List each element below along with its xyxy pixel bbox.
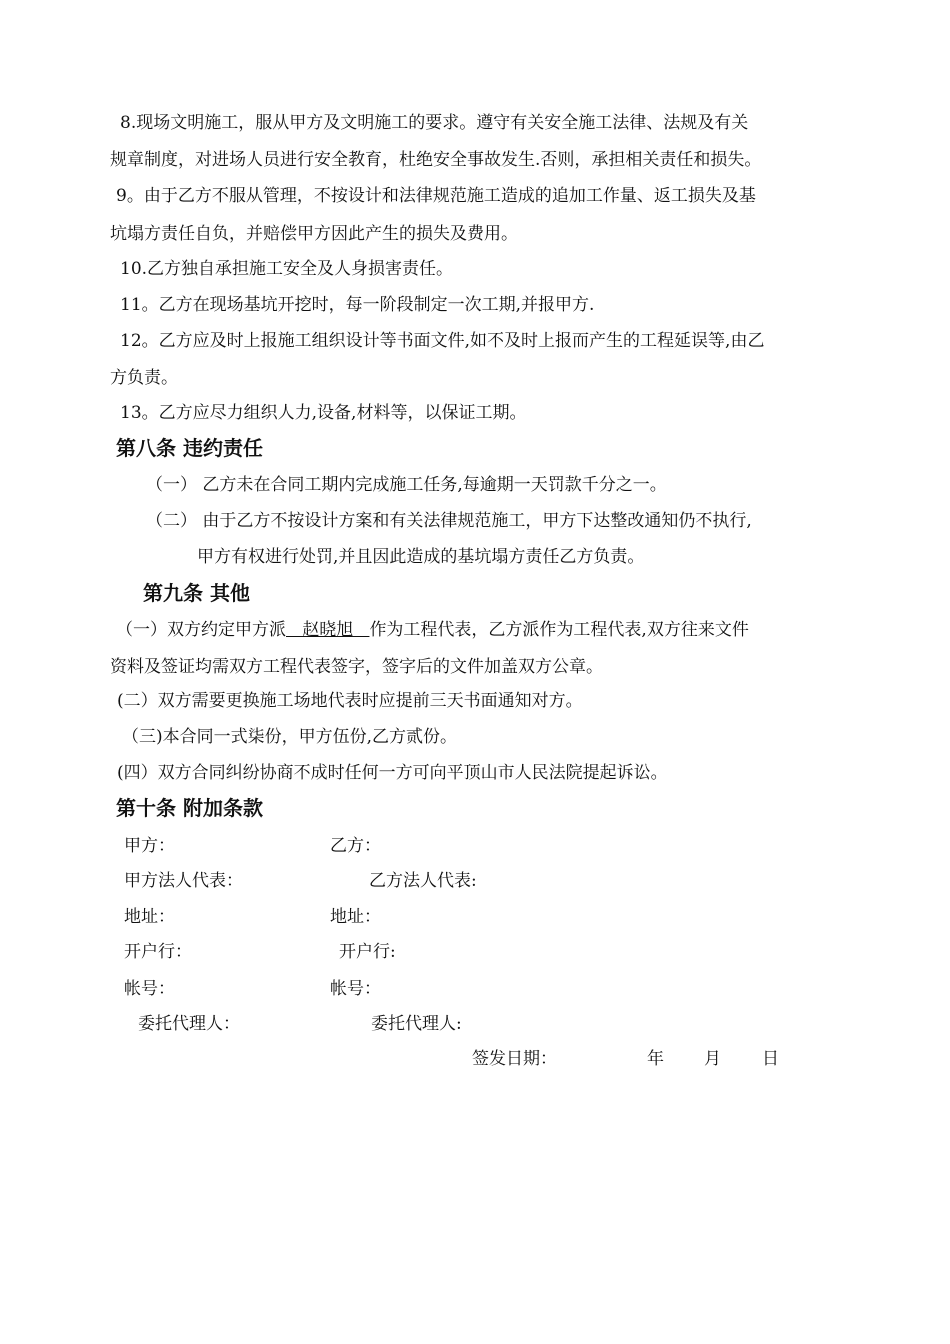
item-11: 11。乙方在现场基坑开挖时，每一阶段制定一次工期,并报甲方. <box>120 295 595 315</box>
representative-name: 赵晓旭 <box>286 620 370 640</box>
party-b-account-label: 帐号： <box>330 979 381 999</box>
article-9-heading: 第九条 其他 <box>143 581 250 605</box>
article-8-clause-2-line-1: （二） 由于乙方不按设计方案和有关法律规范施工，甲方下达整改通知仍不执行, <box>146 511 752 531</box>
item-9-line-1: 9。由于乙方不服从管理，不按设计和法律规范施工造成的追加工作量、返工损失及基 <box>116 186 756 206</box>
article-8-clause-1: （一） 乙方未在合同工期内完成施工任务,每逾期一天罚款千分之一。 <box>146 475 667 495</box>
party-b-agent-label: 委托代理人: <box>371 1014 462 1034</box>
party-a-address-label: 地址： <box>124 907 175 927</box>
clause-1-prefix: （一）双方约定甲方派 <box>116 620 286 640</box>
party-b-bank-label: 开户行: <box>339 942 396 962</box>
party-a-agent-label: 委托代理人： <box>138 1014 240 1034</box>
party-a-bank-label: 开户行： <box>124 942 192 962</box>
item-9-line-2: 坑塌方责任自负，并赔偿甲方因此产生的损失及费用。 <box>110 224 518 244</box>
party-b-representative-label: 乙方法人代表: <box>369 871 477 891</box>
item-8-line-1: 8.现场文明施工，服从甲方及文明施工的要求。遵守有关安全施工法律、法规及有关 <box>120 113 749 133</box>
article-9-clause-3: （三)本合同一式柒份，甲方伍份,乙方贰份。 <box>122 727 458 747</box>
clause-1-suffix: 作为工程代表，乙方派作为工程代表,双方往来文件 <box>369 620 749 640</box>
party-a-label: 甲方： <box>124 836 175 856</box>
article-10-heading: 第十条 附加条款 <box>116 796 263 820</box>
article-9-clause-1-line-1 <box>116 618 749 642</box>
issue-date-label: 签发日期： <box>472 1049 557 1069</box>
date-month-label: 月 <box>704 1049 721 1069</box>
item-12-line-1: 12。乙方应及时上报施工组织设计等书面文件,如不及时上报而产生的工程延误等,由乙 <box>120 331 765 351</box>
item-12-line-2: 方负责。 <box>110 368 178 388</box>
article-9-clause-4: (四）双方合同纠纷协商不成时任何一方可向平顶山市人民法院提起诉讼。 <box>117 763 668 783</box>
party-a-account-label: 帐号： <box>124 979 175 999</box>
date-year-label: 年 <box>647 1049 664 1069</box>
date-day-label: 日 <box>762 1049 779 1069</box>
article-9-clause-2: (二）双方需要更换施工场地代表时应提前三天书面通知对方。 <box>117 691 583 711</box>
party-b-label: 乙方： <box>330 836 381 856</box>
item-8-line-2: 规章制度，对进场人员进行安全教育，杜绝安全事故发生.否则，承担相关责任和损失。 <box>110 150 762 170</box>
article-8-clause-2-line-2: 甲方有权进行处罚,并且因此造成的基坑塌方责任乙方负责。 <box>197 547 645 567</box>
party-b-address-label: 地址： <box>330 907 381 927</box>
party-a-representative-label: 甲方法人代表： <box>124 871 243 891</box>
item-10: 10.乙方独自承担施工安全及人身损害责任。 <box>120 259 454 279</box>
article-8-heading: 第八条 违约责任 <box>116 436 263 460</box>
article-9-clause-1-line-2: 资料及签证均需双方工程代表签字，签字后的文件加盖双方公章。 <box>110 657 603 677</box>
item-13: 13。乙方应尽力组织人力,设备,材料等，以保证工期。 <box>120 403 527 423</box>
